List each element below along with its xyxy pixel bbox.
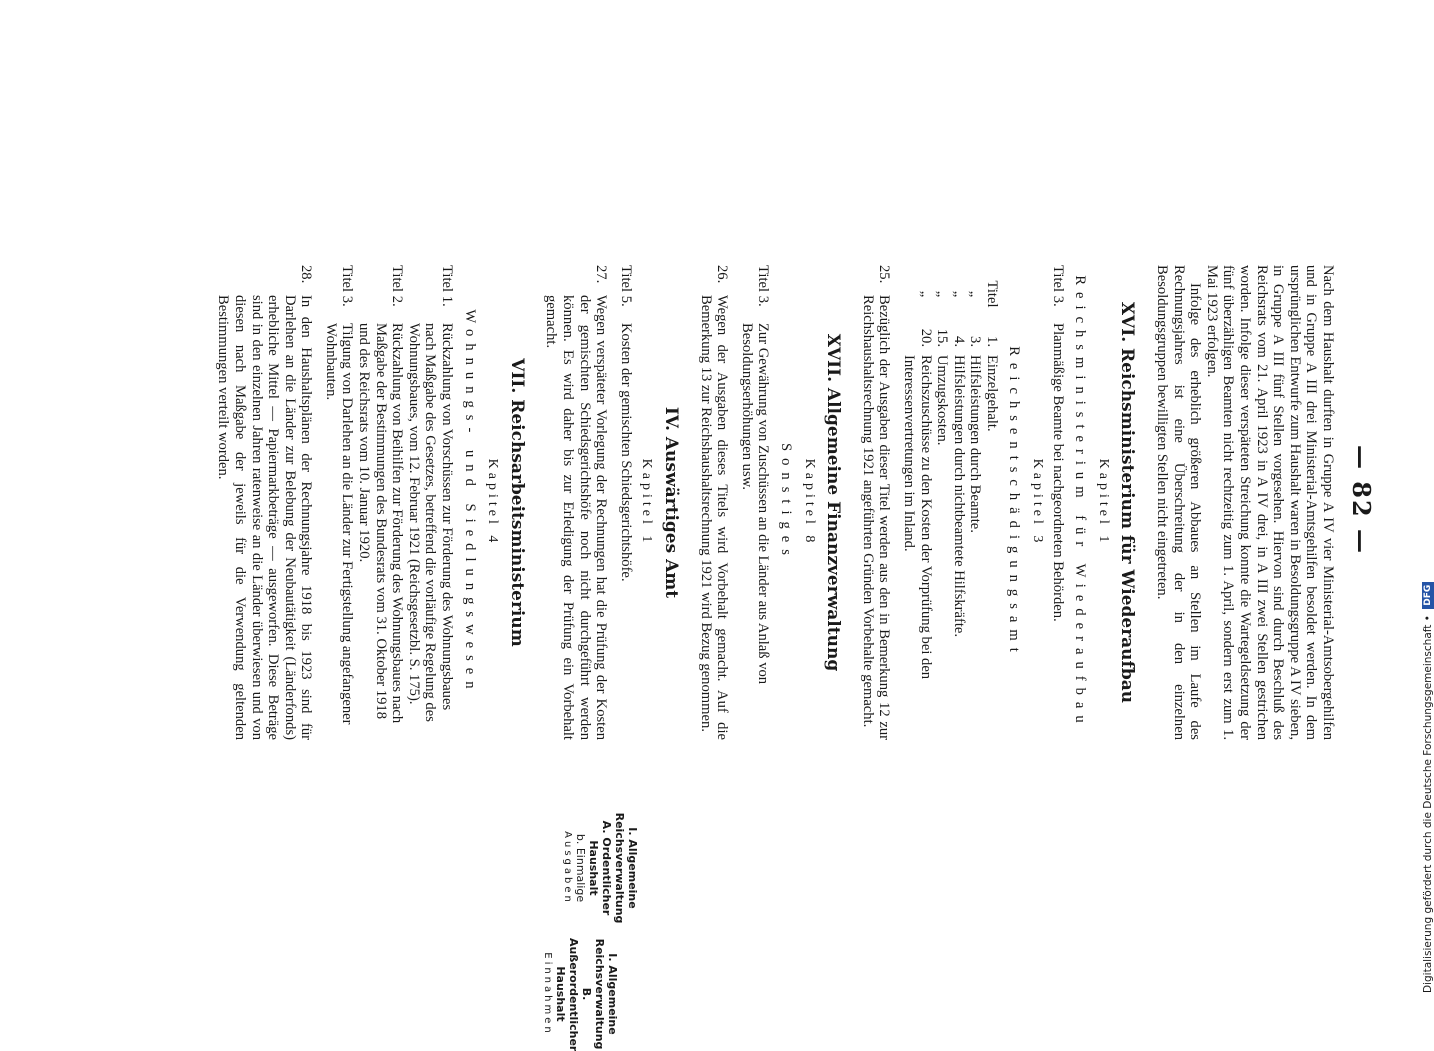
titel-label: Titel 3.	[339, 265, 356, 307]
remark-text: In den Haushaltsplänen der Rechnungsjahre 1918 bis 1923 sind für Darlehen an die Länder zur Belebung der Neubautätigkeit (Länderfonds) erhebliche Mittel — Papiermarkbeträge — ausgeworfen. Diese Beträge sind in den einzelnen Jahren ratenweise an die Länder überwiesen und von diesen nach Maßgabe der jeweils für die Verwendung geltenden Bestimmungen verteilt worden.	[215, 295, 315, 740]
titel-number: 20.	[917, 328, 934, 347]
margin-note-line: B. Außerordentlicher	[567, 938, 593, 1051]
remark-number: 27.	[593, 265, 610, 284]
section-vii-heading: VII. Reichsarbeitsministerium	[506, 358, 527, 647]
titel-label: „	[934, 290, 951, 298]
vii-kapitel-4: Kapitel 4	[485, 458, 501, 547]
iv-titel-5	[617, 265, 634, 740]
section-xvii-heading: XVII. Allgemeine Finanzverwaltung	[823, 333, 844, 672]
remark-25	[859, 265, 892, 740]
remark-text: Wegen verspäteter Vorlegung der Rechnungen hat die Prüfung der Kosten der gemischten Schiedsgerichtshöfe noch nicht durchgeführt werden können. Es wird daher bis zur Erledigung der Prüfung ein Vorbehalt gemacht.	[543, 295, 610, 740]
list-item	[356, 265, 406, 740]
intro-paragraph-2: Infolge des erheblich größeren Abbaues an Stellen im Laufe des Rechnungsjahres ist eine Überschreitung der in den einzelnen Besoldungsgruppen bewilligten Stellen nicht eingetreten.	[1154, 265, 1204, 740]
xvi-kapitel-1-name: Reichsministerium für Wiederaufbau	[1072, 275, 1089, 730]
list-item	[900, 265, 933, 740]
margin-note-line: Haushalt	[554, 966, 567, 1022]
page-number: — 82 —	[1347, 444, 1376, 556]
dfg-logo-icon: DFG	[1422, 582, 1434, 609]
iv-kapitel-1: Kapitel 1	[639, 458, 655, 547]
vii-kapitel-4-name: Wohnungs- und Siedlungswesen	[461, 309, 478, 696]
list-item	[322, 265, 355, 740]
margin-note-line: I. Allgemeine	[606, 953, 619, 1035]
margin-note-line: Reichsverwaltung	[613, 812, 626, 924]
remark-28	[215, 265, 315, 740]
titel-text: Kosten der gemischten Schiedsgerichtshöfe.	[617, 323, 634, 582]
margin-note-ausserordentlicher-haushalt	[541, 938, 619, 1050]
digitization-credit	[1421, 8, 1434, 993]
margin-note-ordentlicher-haushalt	[561, 812, 639, 924]
section-iv-heading: IV. Auswärtiges Amt	[661, 406, 681, 599]
remark-27	[543, 265, 609, 740]
titel-text: Hilfsleistungen durch nichtbeamtete Hilfskräfte.	[950, 355, 967, 638]
titel-label: Titel	[983, 280, 1000, 308]
titel-text: Umzugskosten.	[934, 355, 951, 446]
list-item	[983, 265, 1000, 740]
titel-label: „	[950, 290, 967, 298]
titel-text: Rückzahlung von Vorschüssen zur Förderung des Wohnungsbaues nach Maßgabe des Gesetzes, betreffend die vorläufige Regelung des Wohnungsbaues, vom 12. Februar 1921 (Reichsgesetzbl. S. 175).	[405, 323, 456, 722]
titel-label: Titel 1.	[439, 265, 456, 307]
titel-text: Zur Gewährung von Zuschüssen an die Länder aus Anlaß von Besoldungserhöhungen usw.	[738, 323, 772, 685]
remark-number: 28.	[298, 265, 315, 284]
titel-text: Planmäßige Beamte bei nachgeordneten Behörden.	[1049, 323, 1066, 622]
xvi-kapitel-3: Kapitel 3	[1030, 458, 1046, 547]
remark-number: 26.	[714, 265, 731, 284]
titel-text: Reichszuschüsse zu den Kosten der Vorprüfung bei den Interessenvertretungen im Inland.	[900, 355, 934, 680]
xvi-kapitel-3-name: Reichsentschädigungsamt	[1006, 346, 1023, 659]
list-item	[934, 265, 951, 740]
margin-note-line: Einnahmen	[542, 952, 553, 1036]
titel-text: Rückzahlung von Beihilfen zur Förderung des Wohnungsbaues nach Maßgabe der Bestimmungen des Bundesrats vom 31. Oktober 1918 und des Reichsrats vom 10. Januar 1920.	[356, 323, 406, 724]
titel-label: Titel 5.	[617, 265, 634, 307]
credit-text: Digitalisierung gefördert durch die Deutsche Forschungsgemeinschaft •	[1422, 615, 1434, 993]
titel-text: Tilgung von Darlehen an die Länder zur Fertigstellung angefangener Wohnbauten.	[322, 323, 356, 725]
xvii-kapitel-8-name: Sonstiges	[777, 443, 794, 562]
intro-paragraph-1: Nach dem Haushalt durften in Gruppe A IV vier Ministerial-Amtsobergehilfen und in Gruppe A III drei Ministerial-Amtsgehilfen besoldet werden. In dem ursprünglichen Entwurfe zum Haushalt waren in Besoldungsgruppe A IV sieben, in Gruppe A III fünf Stellen vorgesehen. Hiervon sind durch Beschluß des Reichsrats vom 21. April 1923 in A IV drei, in A III zwei Stellen gestrichen worden. Infolge dieser verspäteten Streichung konnte die Wartegeldsetzung der fünf überzähligen Beamten nicht rechtzeitig zum 1. April, sondern erst zum 1. Mai 1923 erfolgen.	[1203, 265, 1336, 740]
margin-note-line: I. Allgemeine	[626, 827, 639, 909]
margin-note-line: Ausgaben	[562, 831, 573, 905]
titel-number: 3.	[967, 336, 984, 347]
section-xvi-heading: XVI. Reichsministerium für Wiederaufbau	[1117, 301, 1138, 704]
body-text	[215, 265, 1336, 740]
list-item	[950, 265, 967, 740]
remark-number: 25.	[876, 265, 893, 284]
xvi-titel-3	[1049, 265, 1066, 740]
titel-label: Titel 3.	[755, 265, 772, 307]
titel-number: 1.	[983, 336, 1000, 347]
margin-note-line: b. Einmalige	[574, 833, 587, 903]
titel-label: „	[917, 290, 934, 298]
titel-text: Hilfsleistungen durch Beamte.	[967, 355, 984, 533]
xvii-kapitel-8: Kapitel 8	[801, 458, 817, 547]
titel-label: „	[967, 290, 984, 298]
titel-text: Einzelgehalt.	[983, 355, 1000, 432]
titel-label: Titel 2.	[389, 265, 406, 307]
list-item	[967, 265, 984, 740]
titel-number: 4.	[950, 336, 967, 347]
remark-text: Bezüglich der Ausgaben dieser Titel werden aus den in Bemerkung 12 zur Reichshaushaltsrechnung 1921 angeführten Gründen Vorbehalte gemacht.	[859, 295, 893, 740]
xvii-titel-3	[738, 265, 771, 740]
titel-number: 15.	[934, 328, 951, 347]
titel-label: Titel 3.	[1049, 265, 1066, 307]
margin-note-line: A. Ordentlicher Haushalt	[587, 820, 613, 916]
list-item	[405, 265, 455, 740]
xvi-kapitel-1: Kapitel 1	[1095, 458, 1111, 547]
remark-text: Wegen der Ausgaben dieses Titels wird Vorbehalt gemacht. Auf die Bemerkung 13 zur Reichshaushaltsrechnung 1921 wird Bezug genommen.	[697, 295, 731, 740]
remark-26	[697, 265, 730, 740]
margin-note-line: Reichsverwaltung	[593, 938, 606, 1050]
